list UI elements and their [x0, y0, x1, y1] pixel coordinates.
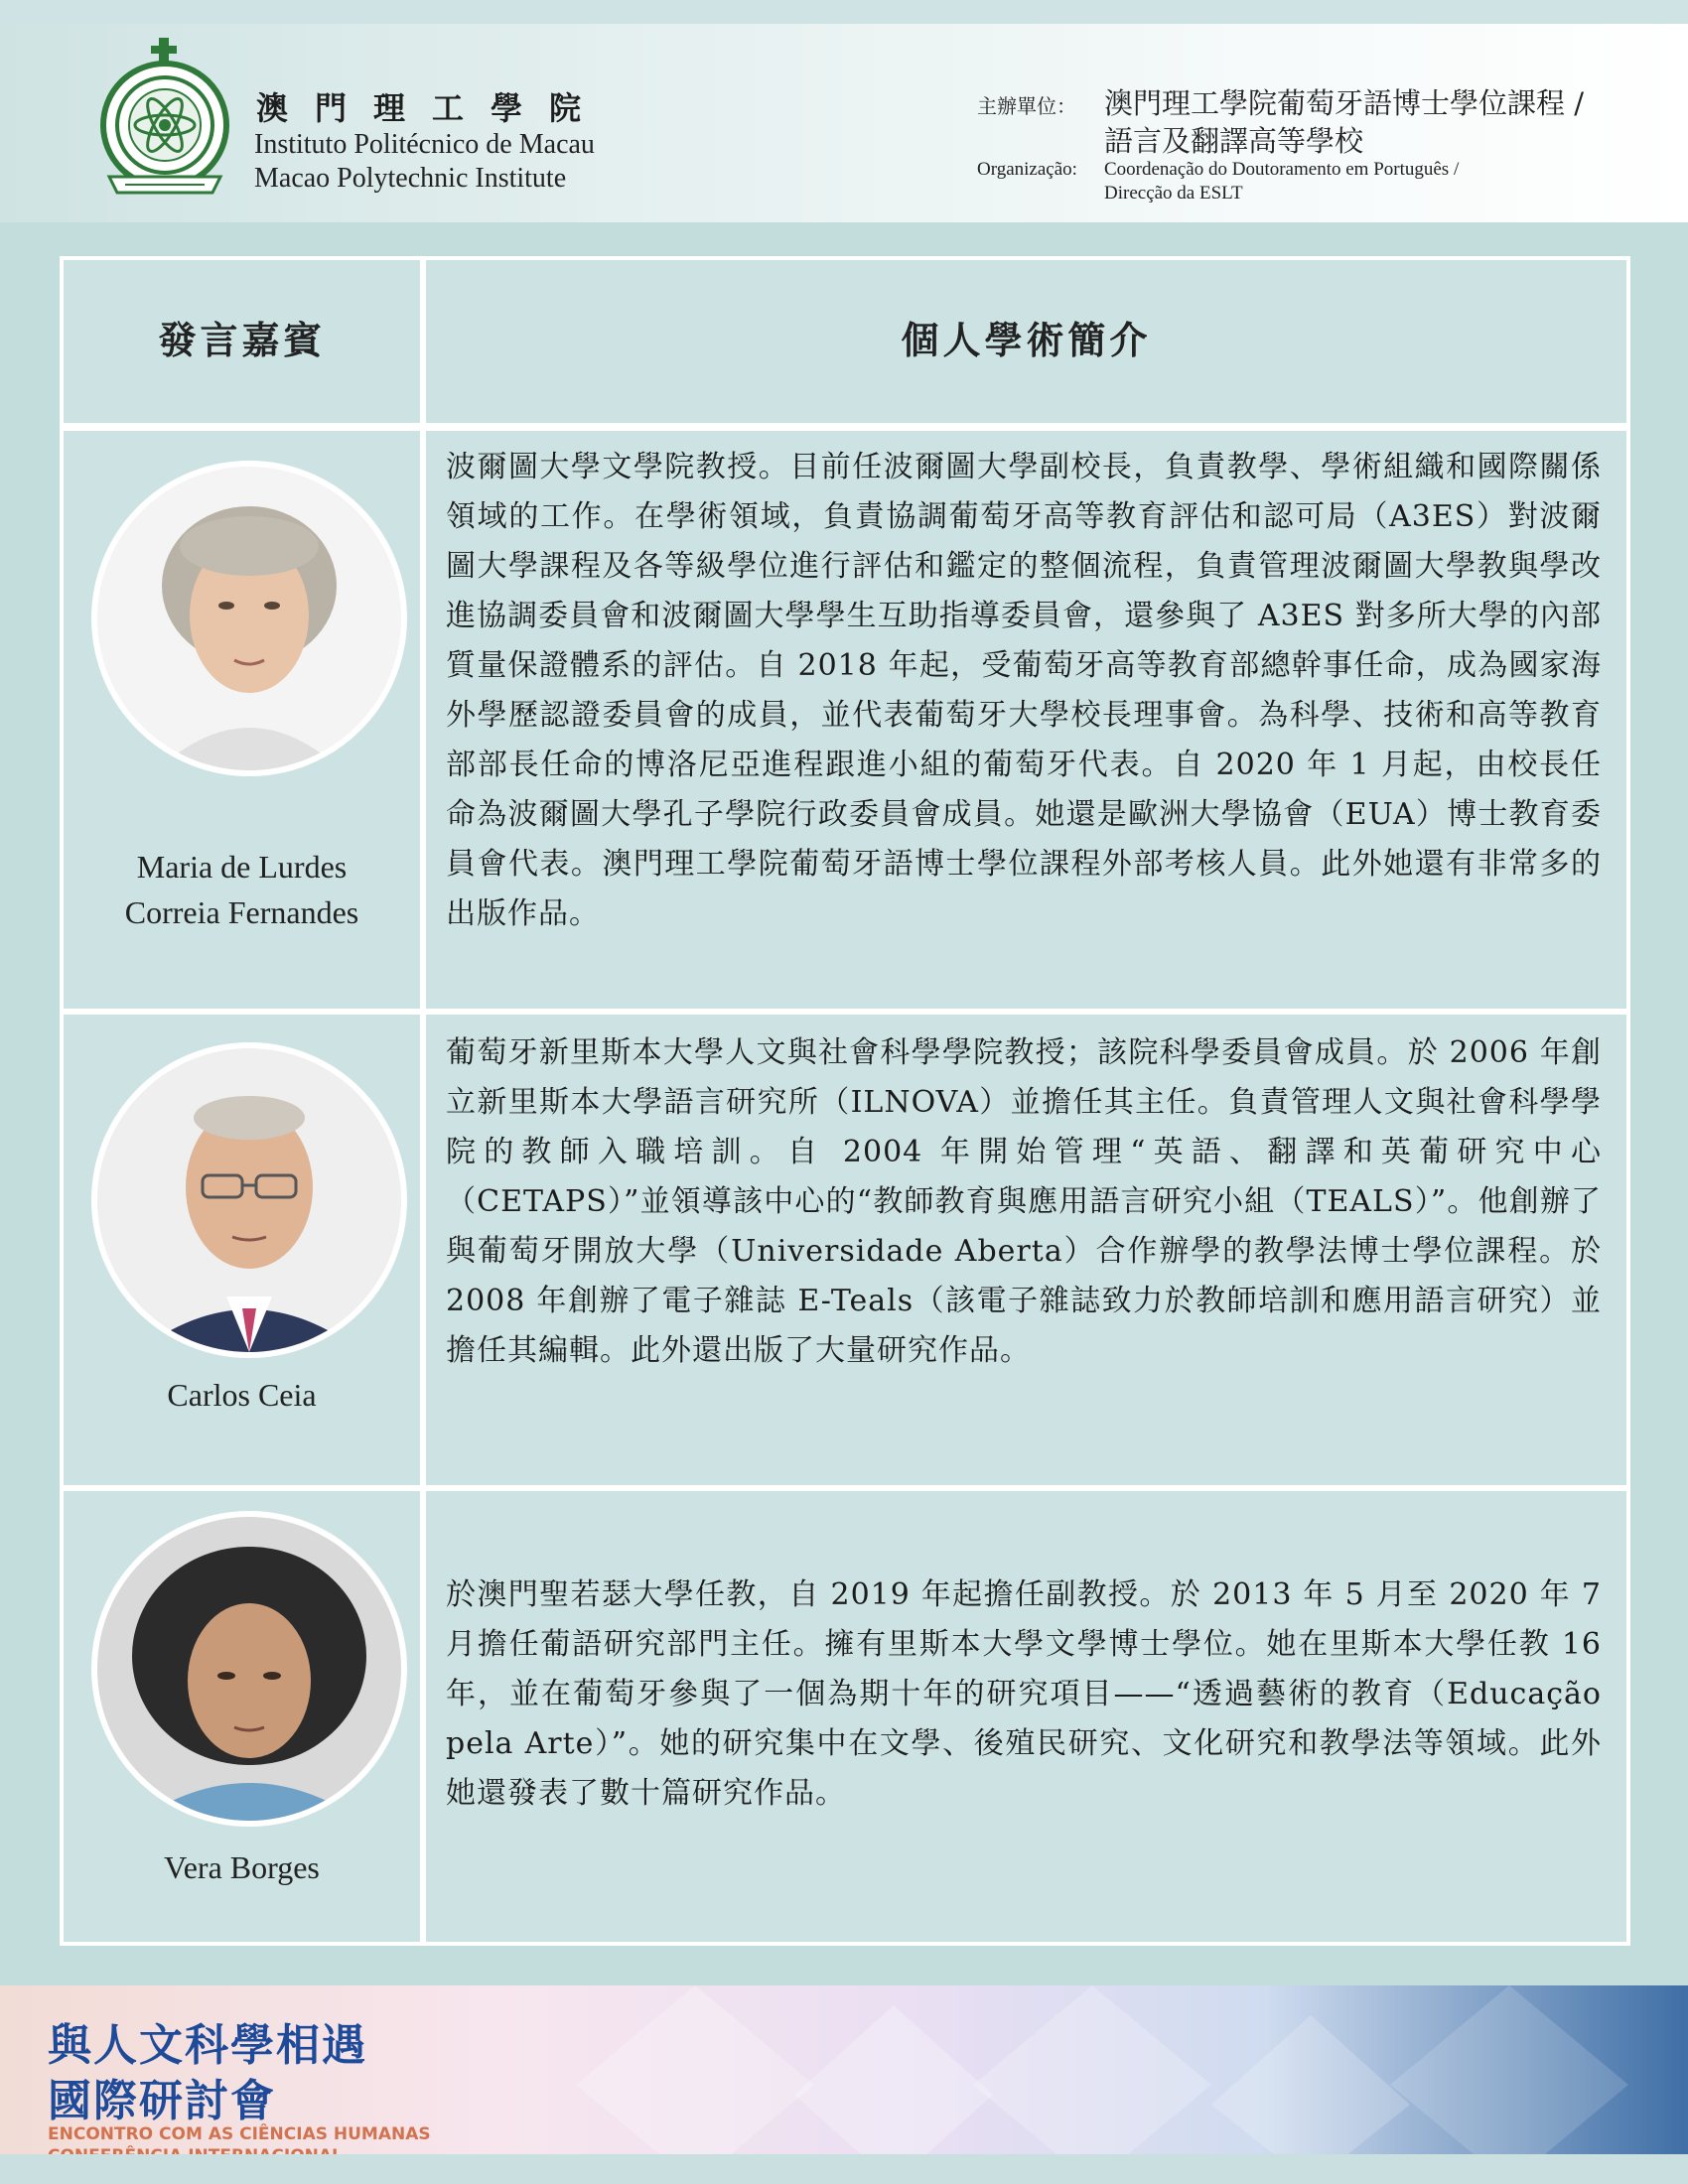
bio-cell-3 [426, 1491, 1626, 1942]
conference-subtitle-line1: ENCONTRO COM AS CIÊNCIAS HUMANAS [48, 2124, 431, 2144]
column-header-bio: 個人學術簡介 [901, 318, 1152, 362]
speaker-bio-3: 於澳門聖若瑟大學任教，自 2019 年起擔任副教授。於 2013 年 5 月至 2020 年 7 月擔任葡語研究部門主任。擁有里斯本大學文學博士學位。她在里斯本大學任教 16 年，並在葡萄牙參與了一個為期十年的研究項目——“透過藝術的教育（Educação pela Arte）”。她的研究集中在文學、後殖民研究、文化研究和教學法等領域。此外她還發表了數十篇研究作品。 [446, 1577, 1602, 1811]
top-strip [0, 0, 1688, 24]
conference-title-line2: 國際研討會 [48, 2076, 276, 2126]
speaker-photo-3 [91, 1511, 407, 1827]
bio-cell-1 [426, 431, 1626, 1009]
portrait-man-icon [97, 1048, 401, 1352]
speaker-photo-1 [91, 461, 407, 776]
speaker-name-1-line1: Maria de Lurdes [136, 849, 348, 885]
speaker-name-1-line2: Correia Fernandes [124, 894, 359, 930]
header-cell-bio [426, 260, 1626, 423]
institute-name-chinese: 澳門理工學院 [256, 89, 609, 127]
header-cell-speaker [64, 260, 420, 423]
portrait-woman-curly-hair-icon [97, 1517, 401, 1821]
page-header [0, 24, 1688, 222]
speaker-bio-1: 波爾圖大學文學院教授。目前任波爾圖大學副校長，負責教學、學術組織和國際關係領域的工作。在學術領域，負責協調葡萄牙高等教育評估和認可局（A3ES）對波爾圖大學課程及各等級學位進行評估和鑑定的整個流程，負責管理波爾圖大學教與學改進協調委員會和波爾圖大學學生互助指導委員會，還參與了 A3ES 對多所大學的內部質量保證體系的評估。自 2018 年起，受葡萄牙高等教育部總幹事任命，成為國家海外學歷認證委員會的成員，並代表葡萄牙大學校長理事會。為科學、技術和高等教育部部長任命的博洛尼亞進程跟進小組的葡萄牙代表。自 2020 年 1 月起，由校長任命為波爾圖大學孔子學院行政委員會成員。她還是歐洲大學協會（EUA）博士教育委員會代表。澳門理工學院葡萄牙語博士學位課程外部考核人員。此外她還有非常多的出版作品。 [446, 450, 1602, 931]
portrait-woman-icon [97, 467, 401, 770]
institute-name-english: Macao Polytechnic Institute [254, 163, 567, 194]
organizer-portuguese-line1: Coordenação do Doutoramento em Português / [1104, 159, 1460, 180]
speaker-name-3: Vera Borges [164, 1849, 320, 1885]
speaker-cell-2 [64, 1015, 420, 1485]
organizer-label-portuguese: Organização: [977, 159, 1077, 180]
speaker-cell-3 [64, 1491, 420, 1942]
speaker-cell-1 [64, 431, 420, 1009]
organizer-chinese-line2: 語言及翻譯高等學校 [1104, 124, 1364, 158]
speakers-table [60, 256, 1630, 1946]
institute-seal-logo [95, 38, 234, 208]
organizer-chinese-line1: 澳門理工學院葡萄牙語博士學位課程 / [1104, 86, 1584, 120]
organizer-portuguese-line2: Direcção da ESLT [1104, 183, 1243, 204]
speaker-bio-2: 葡萄牙新里斯本大學人文與社會科學學院教授；該院科學委員會成員。於 2006 年創立新里斯本大學語言研究所（ILNOVA）並擔任其主任。負責管理人文與社會科學學院的教師入職培訓。自 2004 年開始管理“英語、翻譯和英葡研究中心（CETAPS）”並領導該中心的“教師教育與應用語言研究小組（TEALS）”。他創辦了與葡萄牙開放大學（Universidade Aberta）合作辦學的教學法博士學位課程。於 2008 年創辦了電子雜誌 E-Teals（該電子雜誌致力於教師培訓和應用語言研究）並擔任其編輯。此外還出版了大量研究作品。 [446, 1035, 1602, 1368]
speaker-name-2: Carlos Ceia [167, 1377, 317, 1413]
bottom-strip [0, 2154, 1688, 2184]
institute-name-portuguese: Instituto Politécnico de Macau [254, 129, 595, 160]
bio-cell-2 [426, 1015, 1626, 1485]
conference-title-line1: 與人文科學相遇 [48, 2020, 367, 2071]
speaker-photo-2 [91, 1042, 407, 1358]
organizer-label-chinese: 主辦單位： [977, 94, 1076, 118]
column-header-speaker: 發言嘉賓 [158, 318, 326, 362]
